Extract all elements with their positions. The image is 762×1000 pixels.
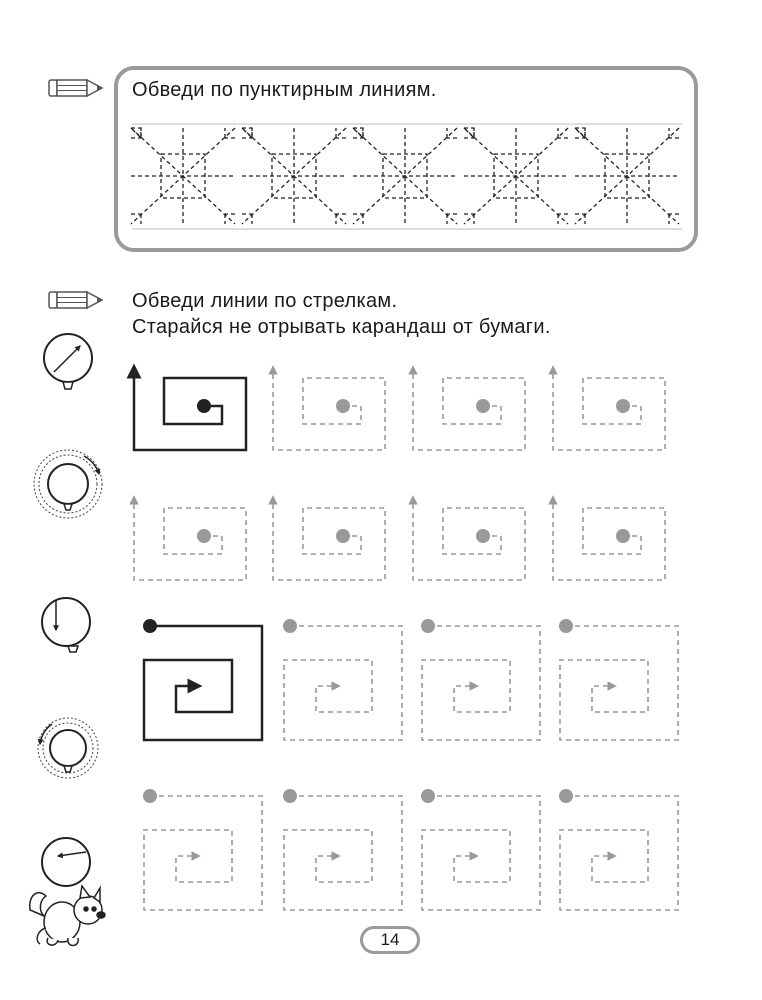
spiral-upward-r2-2 [273,498,385,580]
spiral-upward-r2-4 [553,498,665,580]
spiral-inward-r4-2 [283,789,402,910]
spiral-inward-r3-2 [283,619,402,740]
spiral-inward-r4-4 [559,789,678,910]
spiral-upward-r1-3 [413,368,525,450]
spiral-inward-r3-1 [143,619,262,740]
spiral-upward-r1-4 [553,368,665,450]
task2-instruction-line1: Обведи линии по стрелкам. [132,290,398,312]
task2-instruction-line2: Старайся не отрывать карандаш от бумаги. [132,316,551,338]
spiral-inward-r4-3 [421,789,540,910]
page-number: 14 [360,926,420,954]
spiral-upward-r2-1 [134,498,246,580]
spiral-upward-r1-2 [273,368,385,450]
spiral-upward-r2-3 [413,498,525,580]
spiral-inward-r3-4 [559,619,678,740]
spiral-upward-r1-1 [134,368,246,450]
task1-instruction: Обведи по пунктирным линиям. [132,79,437,101]
spiral-inward-r4-1 [143,789,262,910]
spiral-inward-r3-3 [421,619,540,740]
